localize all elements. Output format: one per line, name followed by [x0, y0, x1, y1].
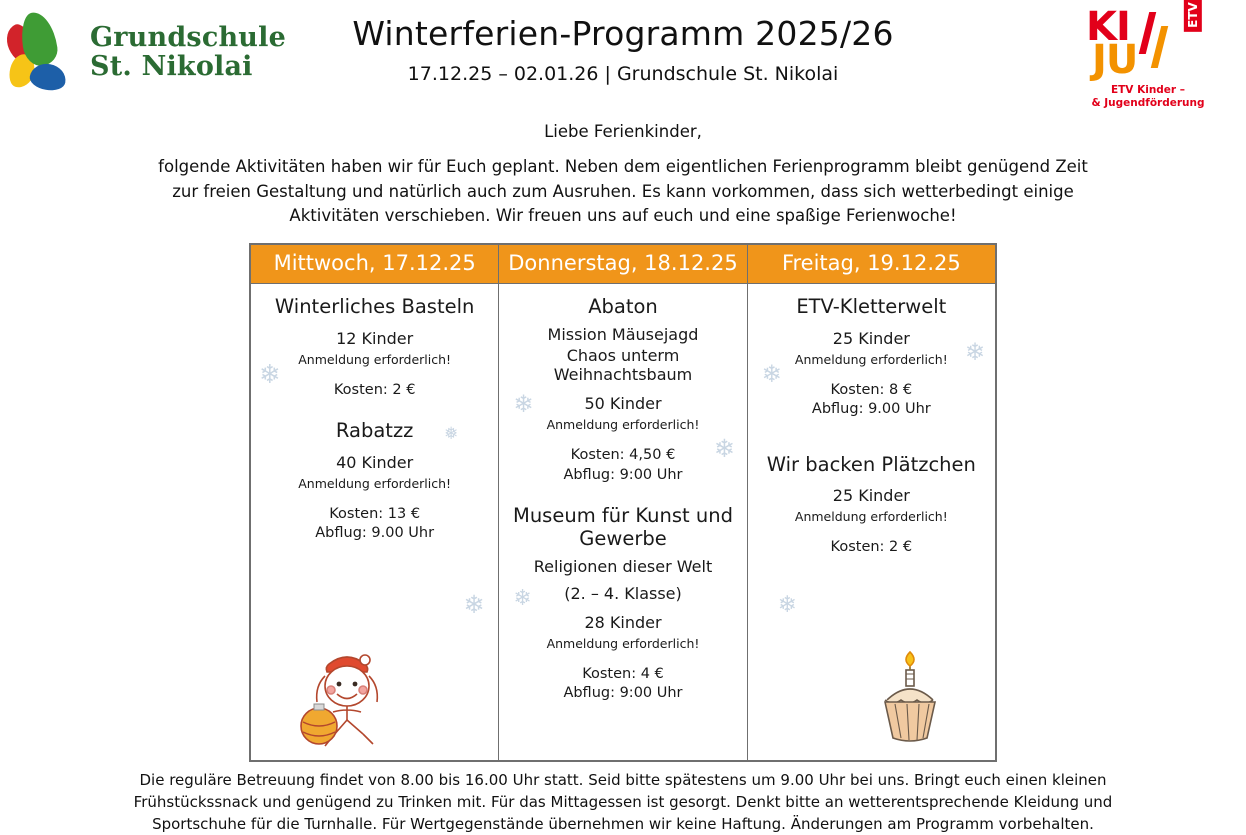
activity-card — [507, 505, 738, 704]
column-header-day-2: Donnerstag, 18.12.25 — [499, 245, 747, 284]
activity-title: Abaton — [588, 295, 658, 318]
footer-note: Die reguläre Betreuung findet von 8.00 bis 16.00 Uhr statt. Seid bitte spätestens um 9.00 Uhr bei uns. Bringt euch einen kleinen Frühstückssnack und genügend zu Trinken mit. Für das Mittagessen ist gesorgt. Denkt bitte an wetterentsprechende Kleidung und Sportschuhe für die Turnhalle. Für Wertgegenstände übernehmen wir keine Haftung. Änderungen am Programm vorbehalten. — [133, 771, 1113, 833]
snowflake-icon: ❄ — [513, 390, 534, 418]
table-header-row — [251, 245, 996, 284]
snowflake-icon: ❄ — [259, 360, 281, 390]
kiju-ki-text: KI — [1086, 4, 1130, 50]
activity-cost: Kosten: 8 € — [830, 381, 913, 398]
kiju-etv-badge: ETV — [1184, 0, 1202, 32]
activity-registration-note: Anmeldung erforderlich! — [794, 509, 948, 525]
activity-card — [259, 296, 490, 400]
activity-registration-note: Anmeldung erforderlich! — [794, 351, 948, 367]
activity-capacity: 25 Kinder — [832, 328, 910, 348]
kiju-logo — [1068, 4, 1228, 110]
activity-cost: Kosten: 4,50 € — [570, 447, 676, 464]
activity-title: ETV-Kletterwelt — [796, 295, 947, 318]
child-with-ornament-illustration-icon — [277, 642, 417, 756]
school-logo-mark-icon — [8, 10, 80, 94]
program-table — [250, 244, 996, 761]
activity-title: Winterliches Basteln — [274, 295, 475, 318]
activity-title: Museum für Kunst und Gewerbe — [513, 504, 733, 550]
school-name-line2: St. Nikolai — [90, 51, 253, 82]
activity-capacity: 28 Kinder — [584, 612, 662, 632]
intro-greeting: Liebe Ferienkinder, — [544, 122, 702, 141]
page-subtitle: 17.12.25 – 02.01.26 | Grundschule St. Nikolai — [407, 63, 839, 85]
table-body-row — [251, 284, 996, 761]
day-column-2 — [499, 284, 747, 761]
activity-subtitle: Mission Mäusejagd — [547, 324, 699, 344]
kiju-ju-text: JU — [1092, 37, 1138, 83]
activity-card — [756, 454, 987, 558]
cupcake-with-candle-illustration-icon — [855, 648, 965, 752]
column-header-day-3: Freitag, 19.12.25 — [747, 245, 995, 284]
page-title: Winterferien-Programm 2025/26 — [352, 14, 894, 53]
kiju-caption-line1: ETV Kinder – — [1110, 84, 1186, 96]
activity-cost: Kosten: 2 € — [830, 539, 913, 556]
activity-card — [507, 296, 738, 485]
activity-title: Wir backen Plätzchen — [766, 452, 976, 476]
school-name-line1: Grundschule — [90, 21, 286, 53]
page-header — [0, 0, 1246, 110]
activity-subtitle: Religionen dieser Welt — [533, 556, 713, 576]
day-column-1 — [251, 284, 499, 761]
intro-text — [153, 120, 1093, 229]
kiju-logo-mark-icon — [1068, 4, 1228, 82]
activity-departure: Abflug: 9.00 Uhr — [315, 525, 435, 542]
activity-registration-note: Anmeldung erforderlich! — [298, 475, 452, 491]
snowflake-icon: ❄ — [463, 590, 485, 619]
day-column-3 — [747, 284, 995, 761]
snowflake-icon: ❄ — [513, 586, 532, 611]
kiju-slashes-icon — [1142, 12, 1176, 70]
snowflake-icon: ❄ — [777, 592, 797, 618]
activity-cost: Kosten: 2 € — [333, 381, 416, 398]
activity-registration-note: Anmeldung erforderlich! — [546, 635, 700, 651]
column-header-day-1: Mittwoch, 17.12.25 — [251, 245, 499, 284]
intro-paragraph: folgende Aktivitäten haben wir für Euch geplant. Neben dem eigentlichen Ferienprogramm bleibt genügend Zeit zur freien Gestaltung und natürlich auch zum Ausruhen. Es kann vorkommen, dass sich wetterbedingt einige Aktivitäten verschieben. Wir freuen uns auf euch und eine spaßige Ferienwoche! — [158, 156, 1088, 226]
activity-extra: (2. – 4. Klasse) — [564, 583, 682, 603]
activity-cost: Kosten: 13 € — [329, 505, 421, 522]
activity-cost: Kosten: 4 € — [582, 665, 664, 682]
activity-card — [756, 296, 987, 420]
activity-registration-note: Anmeldung erforderlich! — [298, 351, 452, 367]
activity-capacity: 12 Kinder — [336, 328, 414, 348]
activity-capacity: 25 Kinder — [832, 486, 910, 506]
activity-registration-note: Anmeldung erforderlich! — [546, 417, 700, 433]
activity-departure: Abflug: 9.00 Uhr — [811, 401, 931, 418]
snowflake-icon: ❄ — [761, 360, 782, 388]
snowflake-icon: ❅ — [444, 424, 459, 444]
activity-capacity: 40 Kinder — [336, 452, 414, 472]
activity-capacity: 50 Kinder — [584, 394, 662, 414]
activity-extra: Chaos unterm Weihnachtsbaum — [553, 345, 693, 384]
activity-departure: Abflug: 9:00 Uhr — [563, 685, 683, 702]
snowflake-icon: ❄ — [713, 434, 735, 463]
snowflake-icon: ❄ — [964, 338, 985, 366]
activity-title: Rabatzz — [335, 419, 414, 443]
program-table-wrapper — [249, 243, 997, 762]
activity-departure: Abflug: 9:00 Uhr — [563, 466, 683, 483]
school-logo — [8, 6, 286, 98]
kiju-caption-line2: & Jugendförderung — [1091, 97, 1205, 110]
